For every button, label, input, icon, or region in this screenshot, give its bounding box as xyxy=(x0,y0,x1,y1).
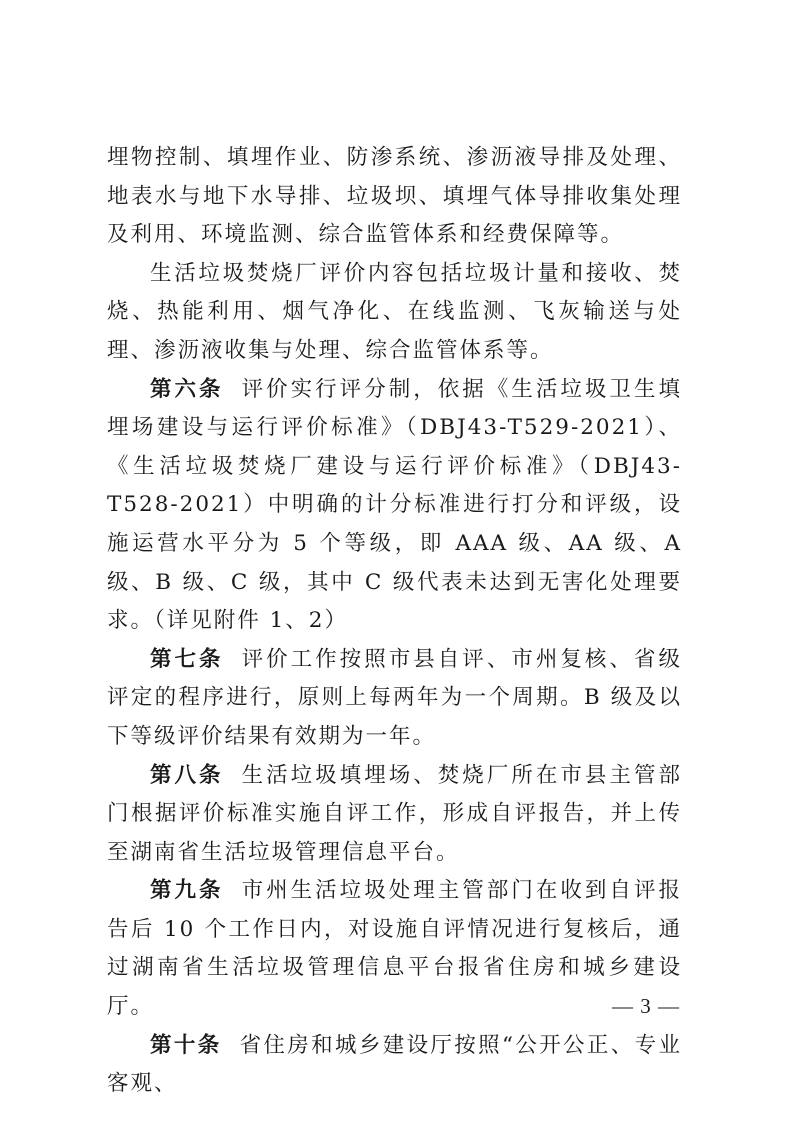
article-10-text: 省住房和城乡建设厅按照“公开公正、专业客观、 xyxy=(107,1032,682,1097)
article-6 xyxy=(107,371,682,641)
article-8-text: 生活垃圾填埋场、焚烧厂所在市县主管部门根据评价标准实施自评工作，形成自评报告，并上传至湖南省生活垃圾管理信息平台。 xyxy=(107,762,682,865)
article-8-label: 第八条 xyxy=(150,762,224,788)
article-7-label: 第七条 xyxy=(150,646,224,672)
body-text xyxy=(107,139,682,1104)
article-9-label: 第九条 xyxy=(150,878,224,904)
paragraph-1 xyxy=(107,139,682,255)
article-6-label: 第六条 xyxy=(150,376,224,402)
article-10-label: 第十条 xyxy=(150,1032,222,1058)
article-9-text: 市州生活垃圾处理主管部门在收到自评报告后 10 个工作日内，对设施自评情况进行复核后，通过湖南省生活垃圾管理信息平台报省住房和城乡建设厅。 xyxy=(107,878,682,1020)
article-10 xyxy=(107,1027,682,1104)
article-9 xyxy=(107,872,682,1026)
page-number: — 3 — xyxy=(612,994,680,1018)
article-7 xyxy=(107,641,682,757)
paragraph-2-text: 生活垃圾焚烧厂评价内容包括垃圾计量和接收、焚烧、热能利用、烟气净化、在线监测、飞灰输送与处理、渗沥液收集与处理、综合监管体系等。 xyxy=(107,260,682,363)
paragraph-2 xyxy=(107,255,682,371)
article-7-text: 评价工作按照市县自评、市州复核、省级评定的程序进行，原则上每两年为一个周期。B 级及以下等级评价结果有效期为一年。 xyxy=(107,646,682,749)
article-8 xyxy=(107,757,682,873)
paragraph-1-text: 埋物控制、填埋作业、防渗系统、渗沥液导排及处理、地表水与地下水导排、垃圾坝、填埋气体导排收集处理及利用、环境监测、综合监管体系和经费保障等。 xyxy=(107,145,682,248)
article-6-text: 评价实行评分制，依据《生活垃圾卫生填埋场建设与运行评价标准》（DBJ43-T529-2021）、《生活垃圾焚烧厂建设与运行评价标准》（DBJ43-T528-2021）中明确的计分标准进行打分和评级，设施运营水平分为 5 个等级，即 AAA 级、AA 级、A 级、B 级、C 级，其中 C 级代表未达到无害化处理要求。（详见附件 1、2） xyxy=(107,376,682,634)
